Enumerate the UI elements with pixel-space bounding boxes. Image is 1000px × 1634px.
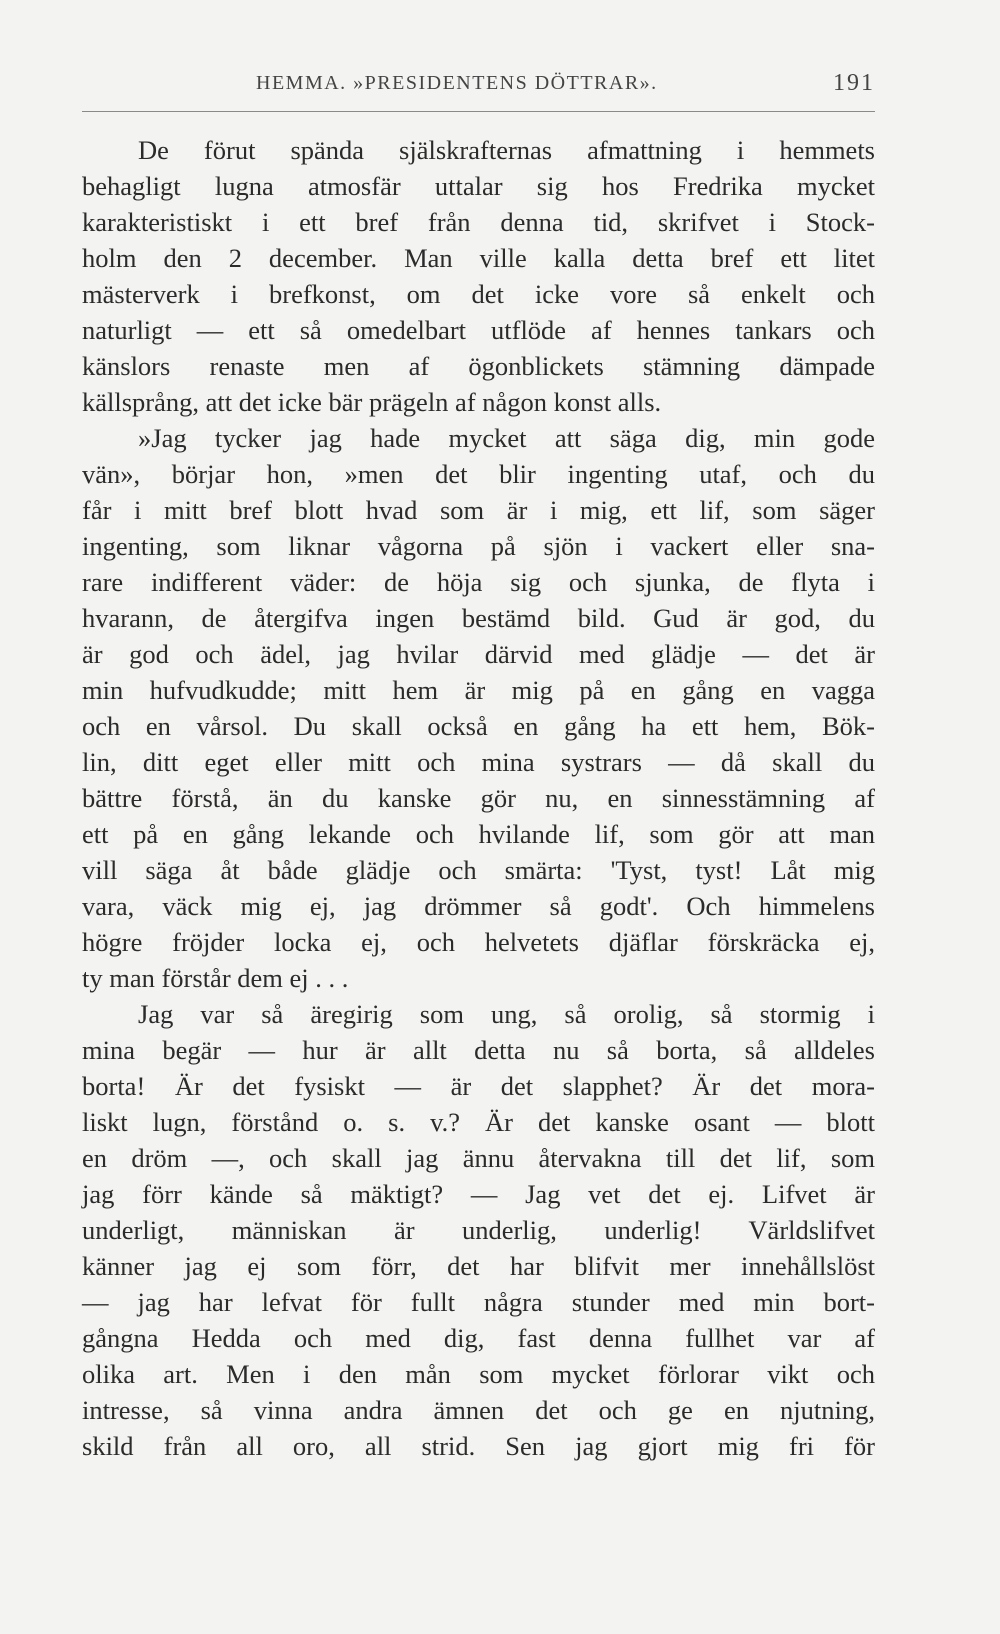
running-head (82, 70, 875, 110)
text-line: ty man förstår dem ej . . . (82, 963, 349, 993)
text-line: ett på en gång lekande och hvilande lif, som gör att man (82, 819, 875, 849)
text-line: liskt lugn, förstånd o. s. v.? Är det kanske osant — blott (82, 1107, 875, 1137)
text-line: borta! Är det fysiskt — är det slapphet? Är det mora- (82, 1071, 875, 1101)
running-title: HEMMA. »PRESIDENTENS DÖTTRAR». (256, 72, 658, 94)
text-line: källsprång, att det icke bär prägeln af någon konst alls. (82, 387, 662, 417)
text-line: känner jag ej som förr, det har blifvit mer innehållslöst (82, 1251, 875, 1281)
text-line: holm den 2 december. Man ville kalla detta bref ett litet (82, 243, 875, 273)
text-line: underligt, människan är underlig, underlig! Världslifvet (82, 1215, 875, 1245)
text-line: intresse, så vinna andra ämnen det och ge en njutning, (82, 1395, 875, 1425)
text-line: lin, ditt eget eller mitt och mina systrars — då skall du (82, 747, 875, 777)
page-number: 191 (833, 70, 875, 96)
text-line: — jag har lefvat för fullt några stunder med min bort- (82, 1287, 875, 1317)
text-line: vän», börjar hon, »men det blir ingenting utaf, och du (82, 459, 875, 489)
text-line: en dröm —, och skall jag ännu återvakna till det lif, som (82, 1143, 875, 1173)
text-line: naturligt — ett så omedelbart utflöde af hennes tankars och (82, 315, 875, 345)
text-line: gångna Hedda och med dig, fast denna fullhet var af (82, 1323, 875, 1353)
header-rule (82, 111, 875, 112)
text-line: rare indifferent väder: de höja sig och sjunka, de flyta i (82, 567, 875, 597)
text-line: ingenting, som liknar vågorna på sjön i vackert eller sna- (82, 531, 875, 561)
text-line: behagligt lugna atmosfär uttalar sig hos Fredrika mycket (82, 171, 875, 201)
text-line: mästerverk i brefkonst, om det icke vore så enkelt och (82, 279, 875, 309)
text-line: är god och ädel, jag hvilar därvid med glädje — det är (82, 639, 875, 669)
text-line: olika art. Men i den mån som mycket förlorar vikt och (82, 1359, 875, 1389)
text-line: känslors renaste men af ögonblickets stämning dämpade (82, 351, 875, 381)
text-line: och en vårsol. Du skall också en gång ha ett hem, Bök- (82, 711, 875, 741)
text-line: vara, väck mig ej, jag drömmer så godt'. Och himmelens (82, 891, 875, 921)
text-line: hvarann, de återgifva ingen bestämd bild. Gud är god, du (82, 603, 875, 633)
text-line: vill säga åt både glädje och smärta: 'Tyst, tyst! Låt mig (82, 855, 875, 885)
text-line: min hufvudkudde; mitt hem är mig på en gång en vagga (82, 675, 875, 705)
text-line: mina begär — hur är allt detta nu så borta, så alldeles (82, 1035, 875, 1065)
text-line: karakteristiskt i ett bref från denna tid, skrifvet i Stock- (82, 207, 875, 237)
text-line: De förut spända själskrafternas afmattning i hemmets (138, 135, 875, 165)
text-line: får i mitt bref blott hvad som är i mig, ett lif, som säger (82, 495, 875, 525)
text-line: »Jag tycker jag hade mycket att säga dig, min gode (138, 423, 875, 453)
text-line: högre fröjder locka ej, och helvetets djäflar förskräcka ej, (82, 927, 875, 957)
text-line: skild från all oro, all strid. Sen jag gjort mig fri för (82, 1431, 875, 1461)
text-line: bättre förstå, än du kanske gör nu, en sinnesstämning af (82, 783, 875, 813)
text-line: jag förr kände så mäktigt? — Jag vet det ej. Lifvet är (82, 1179, 875, 1209)
body-text (82, 132, 875, 1464)
text-line: Jag var så äregirig som ung, så orolig, så stormig i (138, 999, 875, 1029)
